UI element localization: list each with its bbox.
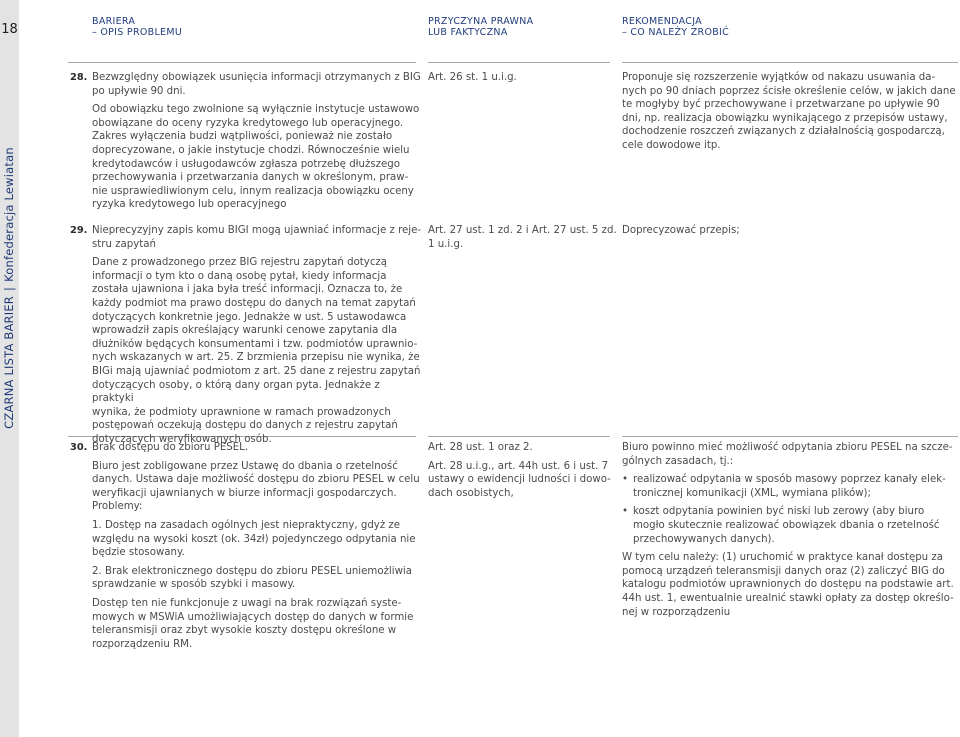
row-number: 30.	[70, 442, 88, 453]
side-running-title	[2, 68, 16, 508]
paragraph: Dane z prowadzonego przez BIG rejestru zapytań dotyczą informacji o tym kto o daną osobę pytał, kiedy informacja została ujawniona i jaka była treść informacji. Oznacza to, że każdy podmiot ma prawo dostępu do danych na temat zapytań dotyczących konkretnie jego. Jednakże w ust. 5 ustawodawca wprowadził zapis określający warunki cenowe zapytania dla dłużników będących konsumentami i tzw. podmiotów uprawnio- nych wskazanych w art. 25. Z brzmienia przepisu nie wynika, że BIGi mają ujawniać podmiotom z art. 25 dane z rejestru zapytań dotyczących osoby, o którą dany organ pyta. Jednakże z praktyki wynika, że podmioty uprawnione w ramach prowadzonych postępowań oczekują dostępu do danych z rejestru zapytań dotyczących weryfikowanych osób.	[92, 257, 421, 445]
header-col-cause	[428, 16, 533, 38]
header-line: PRZYCZYNA PRAWNA	[428, 16, 534, 27]
page-number: 18	[1, 22, 18, 37]
header-col-recommendation	[622, 16, 729, 38]
paragraph: Bezwzględny obowiązek usunięcia informacji otrzymanych z BIG po upływie 90 dni.	[92, 72, 421, 97]
header-line: REKOMENDACJA	[622, 16, 702, 27]
paragraph: Art. 27 ust. 1 zd. 2 i Art. 27 ust. 5 zd. 1 u.i.g.	[428, 225, 617, 250]
column-rule	[428, 62, 610, 63]
paragraph: Art. 26 st. 1 u.i.g.	[428, 72, 517, 83]
problem-description	[92, 441, 422, 651]
column-rule	[622, 62, 958, 63]
row-number: 28.	[70, 72, 88, 83]
bullet-item: • realizować odpytania w sposób masowy poprzez kanały elek- tronicznej komunikacji (XML, wymiana plików);	[622, 473, 958, 500]
paragraph: Biuro powinno mieć możliwość odpytania zbioru PESEL na szcze- gólnych zasadach, tj.:	[622, 442, 953, 467]
column-rule	[68, 62, 416, 63]
header-line: – OPIS PROBLEMU	[92, 27, 183, 38]
problem-description	[92, 224, 422, 447]
row-rule	[622, 436, 958, 437]
paragraph: Doprecyzować przepis;	[622, 225, 740, 236]
side-separator: |	[2, 286, 16, 291]
recommendation	[622, 441, 958, 619]
header-line: LUB FAKTYCZNA	[428, 27, 508, 38]
paragraph: Biuro jest zobligowane przez Ustawę do dbania o rzetelność danych. Ustawa daje możliwość dostępu do zbioru PESEL w celu weryfikacji ujawnianych w biurze informacji gospodarczych. Problemy:	[92, 460, 420, 513]
bullet-item: • koszt odpytania powinien być niski lub zerowy (aby biuro mogło skutecznie realizować obowiązek dbania o rzetelność przechowywanych danych).	[622, 505, 958, 546]
side-title: CZARNA LISTA BARIER	[2, 296, 16, 429]
bullet-list	[622, 473, 958, 546]
legal-cause	[428, 441, 618, 500]
paragraph: Proponuje się rozszerzenie wyjątków od nakazu usuwania da- nych po 90 dniach poprzez ścisłe określenie celów, w jakich dane te mogłyby być przechowywane i przetwarzane po upływie 90 dni, np. realizacja obowiązku wynikającego z przepisów ustawy, dochodzenie roszczeń związanych z działalnością gospodarczą, cele dowodowe itp.	[622, 72, 956, 151]
side-org: Konfederacja Lewiatan	[2, 147, 16, 282]
legal-cause	[428, 224, 618, 251]
paragraph: Nieprecyzyjny zapis komu BIGI mogą ujawniać informacje z reje- stru zapytań	[92, 225, 422, 250]
row-rule	[428, 436, 610, 437]
row-number: 29.	[70, 225, 88, 236]
paragraph: 2. Brak elektronicznego dostępu do zbioru PESEL uniemożliwia sprawdzanie w sposób szybki i masowy.	[92, 565, 412, 591]
paragraph: 1. Dostęp na zasadach ogólnych jest niepraktyczny, gdyż ze względu na wysoki koszt (ok. 34zł) pojedynczego odpytania nie będzie stosowany.	[92, 519, 416, 559]
problem-description	[92, 71, 422, 212]
paragraph: W tym celu należy: (1) uruchomić w praktyce kanał dostępu za pomocą urządzeń teleransmisji danych oraz (2) zaliczyć BIG do katalogu podmiotów uprawnionych do dostępu na podstawie art. 44h ust. 1, ewentualnie urealnić stawki opłaty za dostęp określo- nej w rozporządzeniu	[622, 552, 954, 618]
header-line: – CO NALEŻY ZROBIĆ	[622, 27, 730, 38]
recommendation	[622, 71, 958, 153]
recommendation	[622, 224, 958, 238]
paragraph: Art. 28 u.i.g., art. 44h ust. 6 i ust. 7 ustawy o ewidencji ludności i dowo- dach osobistych,	[428, 460, 611, 499]
legal-cause	[428, 71, 618, 85]
paragraph: Od obowiązku tego zwolnione są wyłącznie instytucje ustawowo obowiązane do oceny ryzyka kredytowego lub operacyjnego. Zakres wyłączenia budzi wątpliwości, ponieważ nie zostało doprecyzowane, o jakie instytucje chodzi. Równocześnie wielu kredytodawców i usługodawców zgłasza potrzebę dłuższego przechowywania i przetwarzania danych w określonym, praw- nie usprawiedliwionym celu, innym realizacja obowiązku oceny ryzyka kredytowego lub operacyjnego	[92, 104, 420, 211]
paragraph: Brak dostępu do zbioru PESEL.	[92, 442, 249, 453]
paragraph: Dostęp ten nie funkcjonuje z uwagi na brak rozwiązań syste- mowych w MSWiA umożliwiających dostęp do danych w formie teleransmisji oraz zbyt wysokie koszty dostępu określone w rozporządzeniu RM.	[92, 597, 414, 650]
header-line: BARIERA	[92, 16, 136, 27]
paragraph: Art. 28 ust. 1 oraz 2.	[428, 442, 533, 453]
header-col-problem	[92, 16, 182, 38]
